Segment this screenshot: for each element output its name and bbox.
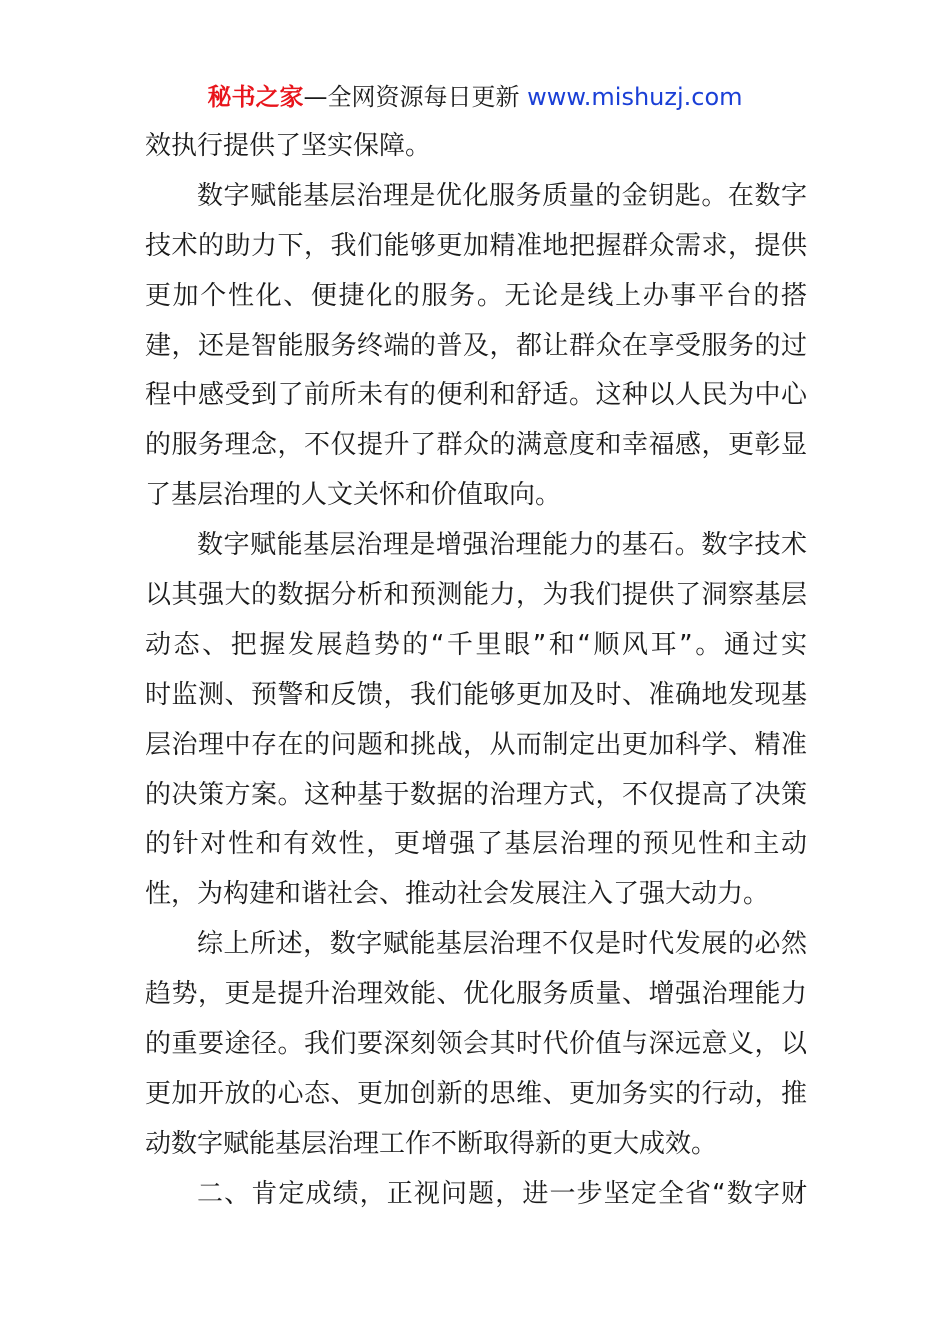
text-line: 效执行提供了坚实保障。	[145, 131, 432, 161]
text-line: 综上所述，数字赋能基层治理不仅是时代发展的必然	[197, 929, 807, 960]
text-line: 以其强大的数据分析和预测能力，为我们提供了洞察基层	[145, 580, 807, 611]
text-line: 了基层治理的人文关怀和价值取向。	[145, 480, 562, 511]
page-header	[0, 80, 950, 114]
text-line: 层治理中存在的问题和挑战，从而制定出更加科学、精准	[145, 729, 807, 760]
header-brand: 秘书之家	[207, 83, 304, 111]
text-line: 性，为构建和谐社会、推动社会发展注入了强大动力。	[145, 879, 770, 910]
document-body	[145, 122, 807, 1220]
text-line: 技术的助力下，我们能够更加精准地把握群众需求，提供	[145, 230, 807, 261]
header-tagline: —全网资源每日更新	[303, 83, 528, 111]
text-line: 动态、把握发展趋势的“千里眼”和“顺风耳”。通过实	[145, 629, 807, 660]
text-line: 动数字赋能基层治理工作不断取得新的更大成效。	[145, 1128, 718, 1159]
text-line: 二、肯定成绩，正视问题，进一步坚定全省“数字财	[197, 1178, 807, 1209]
text-line: 的重要途径。我们要深刻领会其时代价值与深远意义，以	[145, 1029, 807, 1060]
text-line: 数字赋能基层治理是增强治理能力的基石。数字技术	[197, 530, 807, 561]
text-line: 程中感受到了前所未有的便利和舒适。这种以人民为中心	[145, 380, 807, 411]
header-url[interactable]: www.mishuzj.com	[527, 83, 743, 111]
text-line: 建，还是智能服务终端的普及，都让群众在享受服务的过	[145, 330, 807, 361]
text-line: 数字赋能基层治理是优化服务质量的金钥匙。在数字	[197, 180, 807, 211]
text-line: 的针对性和有效性，更增强了基层治理的预见性和主动	[145, 829, 807, 860]
text-line: 的服务理念，不仅提升了群众的满意度和幸福感，更彰显	[145, 430, 807, 461]
text-line: 趋势，更是提升治理效能、优化服务质量、增强治理能力	[145, 979, 807, 1010]
text-line: 时监测、预警和反馈，我们能够更加及时、准确地发现基	[145, 679, 807, 710]
text-line: 的决策方案。这种基于数据的治理方式，不仅提高了决策	[145, 779, 807, 810]
text-line: 更加开放的心态、更加创新的思维、更加务实的行动，推	[145, 1078, 807, 1109]
text-line: 更加个性化、便捷化的服务。无论是线上办事平台的搭	[145, 280, 807, 311]
